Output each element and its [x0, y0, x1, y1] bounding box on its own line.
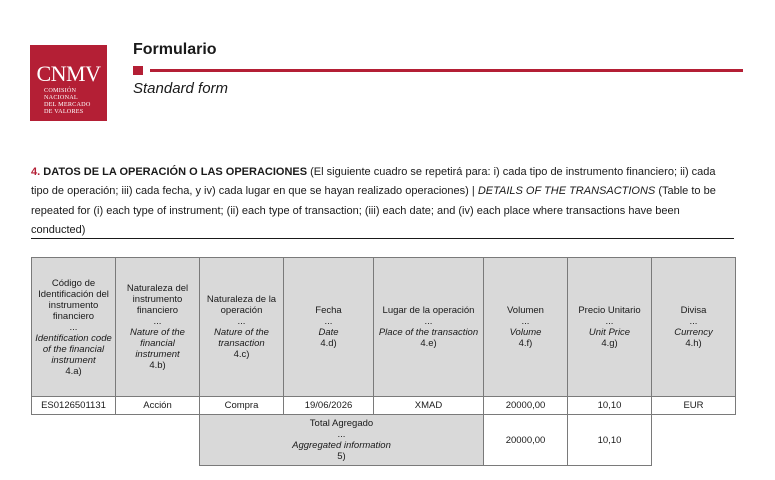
header-cell-unit-price: Precio Unitario ... Unit Price 4.g) [568, 258, 652, 397]
section-title-es: DATOS DE LA OPERACIÓN O LAS OPERACIONES [43, 166, 308, 178]
header-cell-volume: Volumen ... Volume 4.f) [484, 258, 568, 397]
aggregated-spacer [32, 415, 200, 466]
section-separator: | [468, 185, 478, 198]
header-cell-instrument-nature: Naturaleza del instrumento financiero ... Nature of the financial instrument 4.b) [116, 258, 200, 397]
logo-line-2: NACIONAL [44, 94, 78, 101]
cell-identification-code: ES0126501131 [32, 397, 116, 415]
aggregated-label-cell: Total Agregado ... Aggregated information 5) [200, 415, 484, 466]
aggregated-currency-spacer [652, 415, 736, 466]
cell-date: 19/06/2026 [284, 397, 374, 415]
header-cell-date: Fecha ... Date 4.d) [284, 258, 374, 397]
logo-line-3: DEL MERCADO [44, 101, 91, 108]
form-subtitle: Standard form [133, 80, 229, 97]
cell-instrument-nature: Acción [116, 397, 200, 415]
form-title: Formulario [133, 41, 217, 58]
header-cell-identification-code: Código de Identificación del instrumento financiero ... Identification code of the financial instrument 4.a) [32, 258, 116, 397]
section-number: 4. [31, 166, 41, 178]
section-note-es: (El siguiente cuadro se repetirá para: i) cada tipo de instrumento financiero; ii) cada tipo de operación; iii) cada fecha, y iv) cada lugar en que se hayan realizado operaciones) [31, 166, 716, 198]
section-heading [31, 163, 734, 240]
cell-unit-price: 10,10 [568, 397, 652, 415]
cell-volume: 20000,00 [484, 397, 568, 415]
cell-transaction-nature: Compra [200, 397, 284, 415]
transactions-table [31, 257, 736, 466]
cell-currency: EUR [652, 397, 736, 415]
title-accent-line [150, 69, 743, 72]
title-accent-square [133, 66, 143, 75]
aggregated-row [32, 415, 736, 466]
aggregated-price: 10,10 [568, 415, 652, 466]
table-row [32, 397, 736, 415]
logo-acronym: CNMV [36, 61, 101, 86]
section-divider [31, 238, 734, 239]
header-cell-currency: Divisa ... Currency 4.h) [652, 258, 736, 397]
cnmv-logo [30, 45, 107, 121]
logo-line-1: COMISIÓN [44, 87, 77, 94]
header-cell-place: Lugar de la operación ... Place of the transaction 4.e) [374, 258, 484, 397]
table-header-row [32, 258, 736, 397]
logo-line-4: DE VALORES [44, 108, 84, 115]
header-cell-transaction-nature: Naturaleza de la operación ... Nature of the transaction 4.c) [200, 258, 284, 397]
aggregated-volume: 20000,00 [484, 415, 568, 466]
logo-subtitle [44, 87, 91, 115]
section-note-en: (Table to be repeated for (i) each type of instrument; (ii) each type of transaction; (iii) each date; and (iv) each place where transactions have been conducted) [31, 185, 716, 236]
section-title-en: DETAILS OF THE TRANSACTIONS [477, 185, 656, 198]
cell-place: XMAD [374, 397, 484, 415]
